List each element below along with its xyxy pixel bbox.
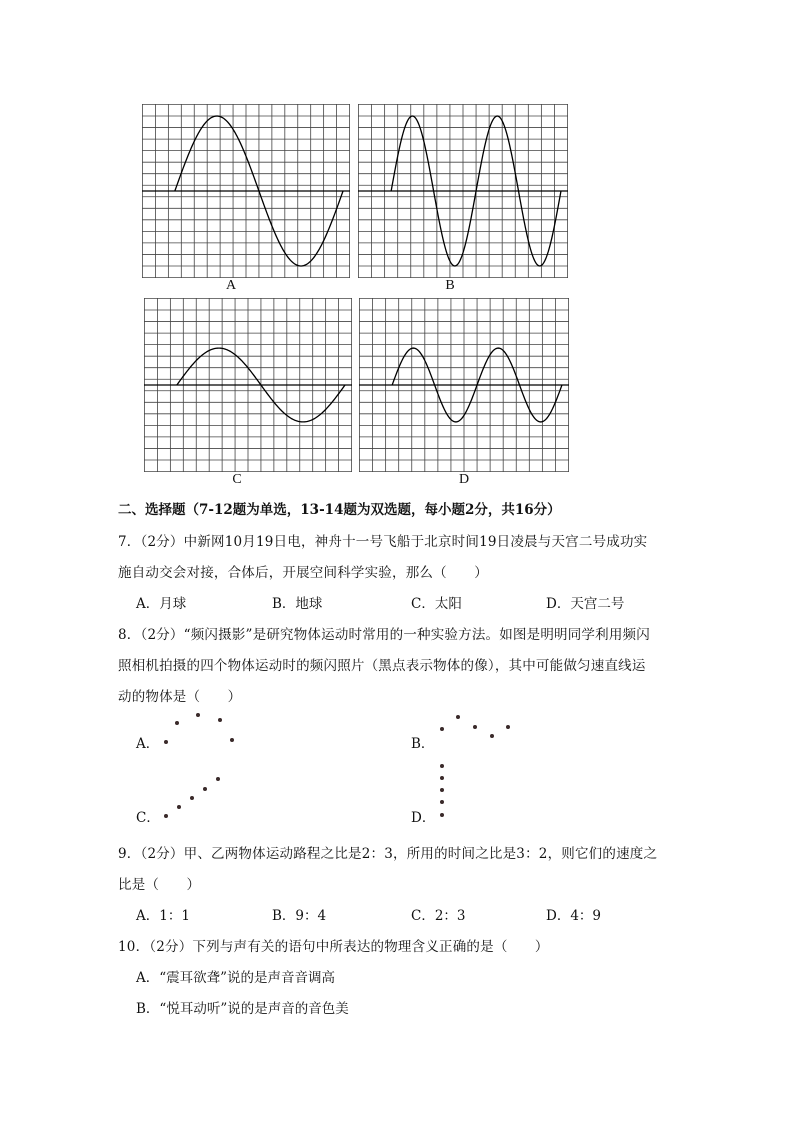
q7-line1: 7．（2分）中新网10月19日电，神舟十一号飞船于北京时间19日凌晨与天宫二号成功实 [118,534,648,550]
strobe-dot-a [175,721,179,725]
q7-option-c: C．太阳 [411,596,462,612]
strobe-dot-a [218,718,222,722]
q7-option-b: B．地球 [272,596,323,612]
wave-graph-c [144,298,352,472]
wave-label-a: A [225,278,237,293]
strobe-dot-c [164,814,168,818]
strobe-dot-d [440,788,444,792]
q8-line3: 动的物体是（ ） [118,689,242,705]
wave-graph-d [359,298,569,472]
q7-line2: 施自动交会对接，合体后，开展空间科学实验，那么（ ） [118,565,488,581]
wave-label-b: B [445,278,455,293]
q8-option-c: C． [136,810,160,826]
wave-graph-a [142,104,350,278]
strobe-dot-c [177,805,181,809]
wave-graph-b [358,104,568,278]
q8-line2: 照相机拍摄的四个物体运动时的频闪照片（黑点表示物体的像），其中可能做匀速直线运 [118,658,646,674]
q8-option-d: D． [411,810,436,826]
q10-line1: 10．（2分）下列与声有关的语句中所表达的物理含义正确的是（ ） [118,939,549,955]
strobe-dot-d [440,776,444,780]
strobe-dot-b [440,727,444,731]
strobe-dot-a [164,740,168,744]
strobe-dot-c [216,777,220,781]
wave-panel-a [142,104,350,278]
q9-option-a: A．1：1 [136,908,190,924]
q10-option-b: B．“悦耳动听”说的是声音的音色美 [136,1001,349,1017]
q10-option-a: A．“震耳欲聋”说的是声音音调高 [136,970,336,986]
q9-line2: 比是（ ） [118,877,201,893]
strobe-dot-d [440,764,444,768]
strobe-dot-b [506,725,510,729]
strobe-dot-d [440,800,444,804]
q9-option-c: C．2：3 [411,908,466,924]
strobe-dot-b [490,734,494,738]
strobe-dot-c [203,787,207,791]
strobe-dot-b [473,725,477,729]
strobe-dot-d [440,813,444,817]
q7-option-a: A．月球 [136,596,187,612]
strobe-dot-c [190,796,194,800]
q8-line1: 8．（2分）“频闪摄影”是研究物体运动时常用的一种实验方法。如图是明明同学利用频闪 [118,627,650,643]
strobe-dot-a [196,713,200,717]
strobe-dot-b [456,715,460,719]
wave-panel-d [359,298,569,472]
wave-panel-c [144,298,352,472]
q8-option-a: A． [136,736,160,752]
strobe-dot-a [230,738,234,742]
q9-line1: 9．（2分）甲、乙两物体运动路程之比是2：3，所用的时间之比是3：2，则它们的速度之 [118,846,658,862]
q7-option-d: D．天宫二号 [546,596,625,612]
wave-label-d: D [458,472,470,487]
wave-panel-b [358,104,568,278]
section-title: 二、选择题（7-12题为单选，13-14题为双选题，每小题2分，共16分） [118,502,561,518]
q8-option-b: B． [411,736,435,752]
q9-option-b: B．9：4 [272,908,327,924]
wave-label-c: C [232,472,242,487]
q9-option-d: D．4：9 [546,908,602,924]
